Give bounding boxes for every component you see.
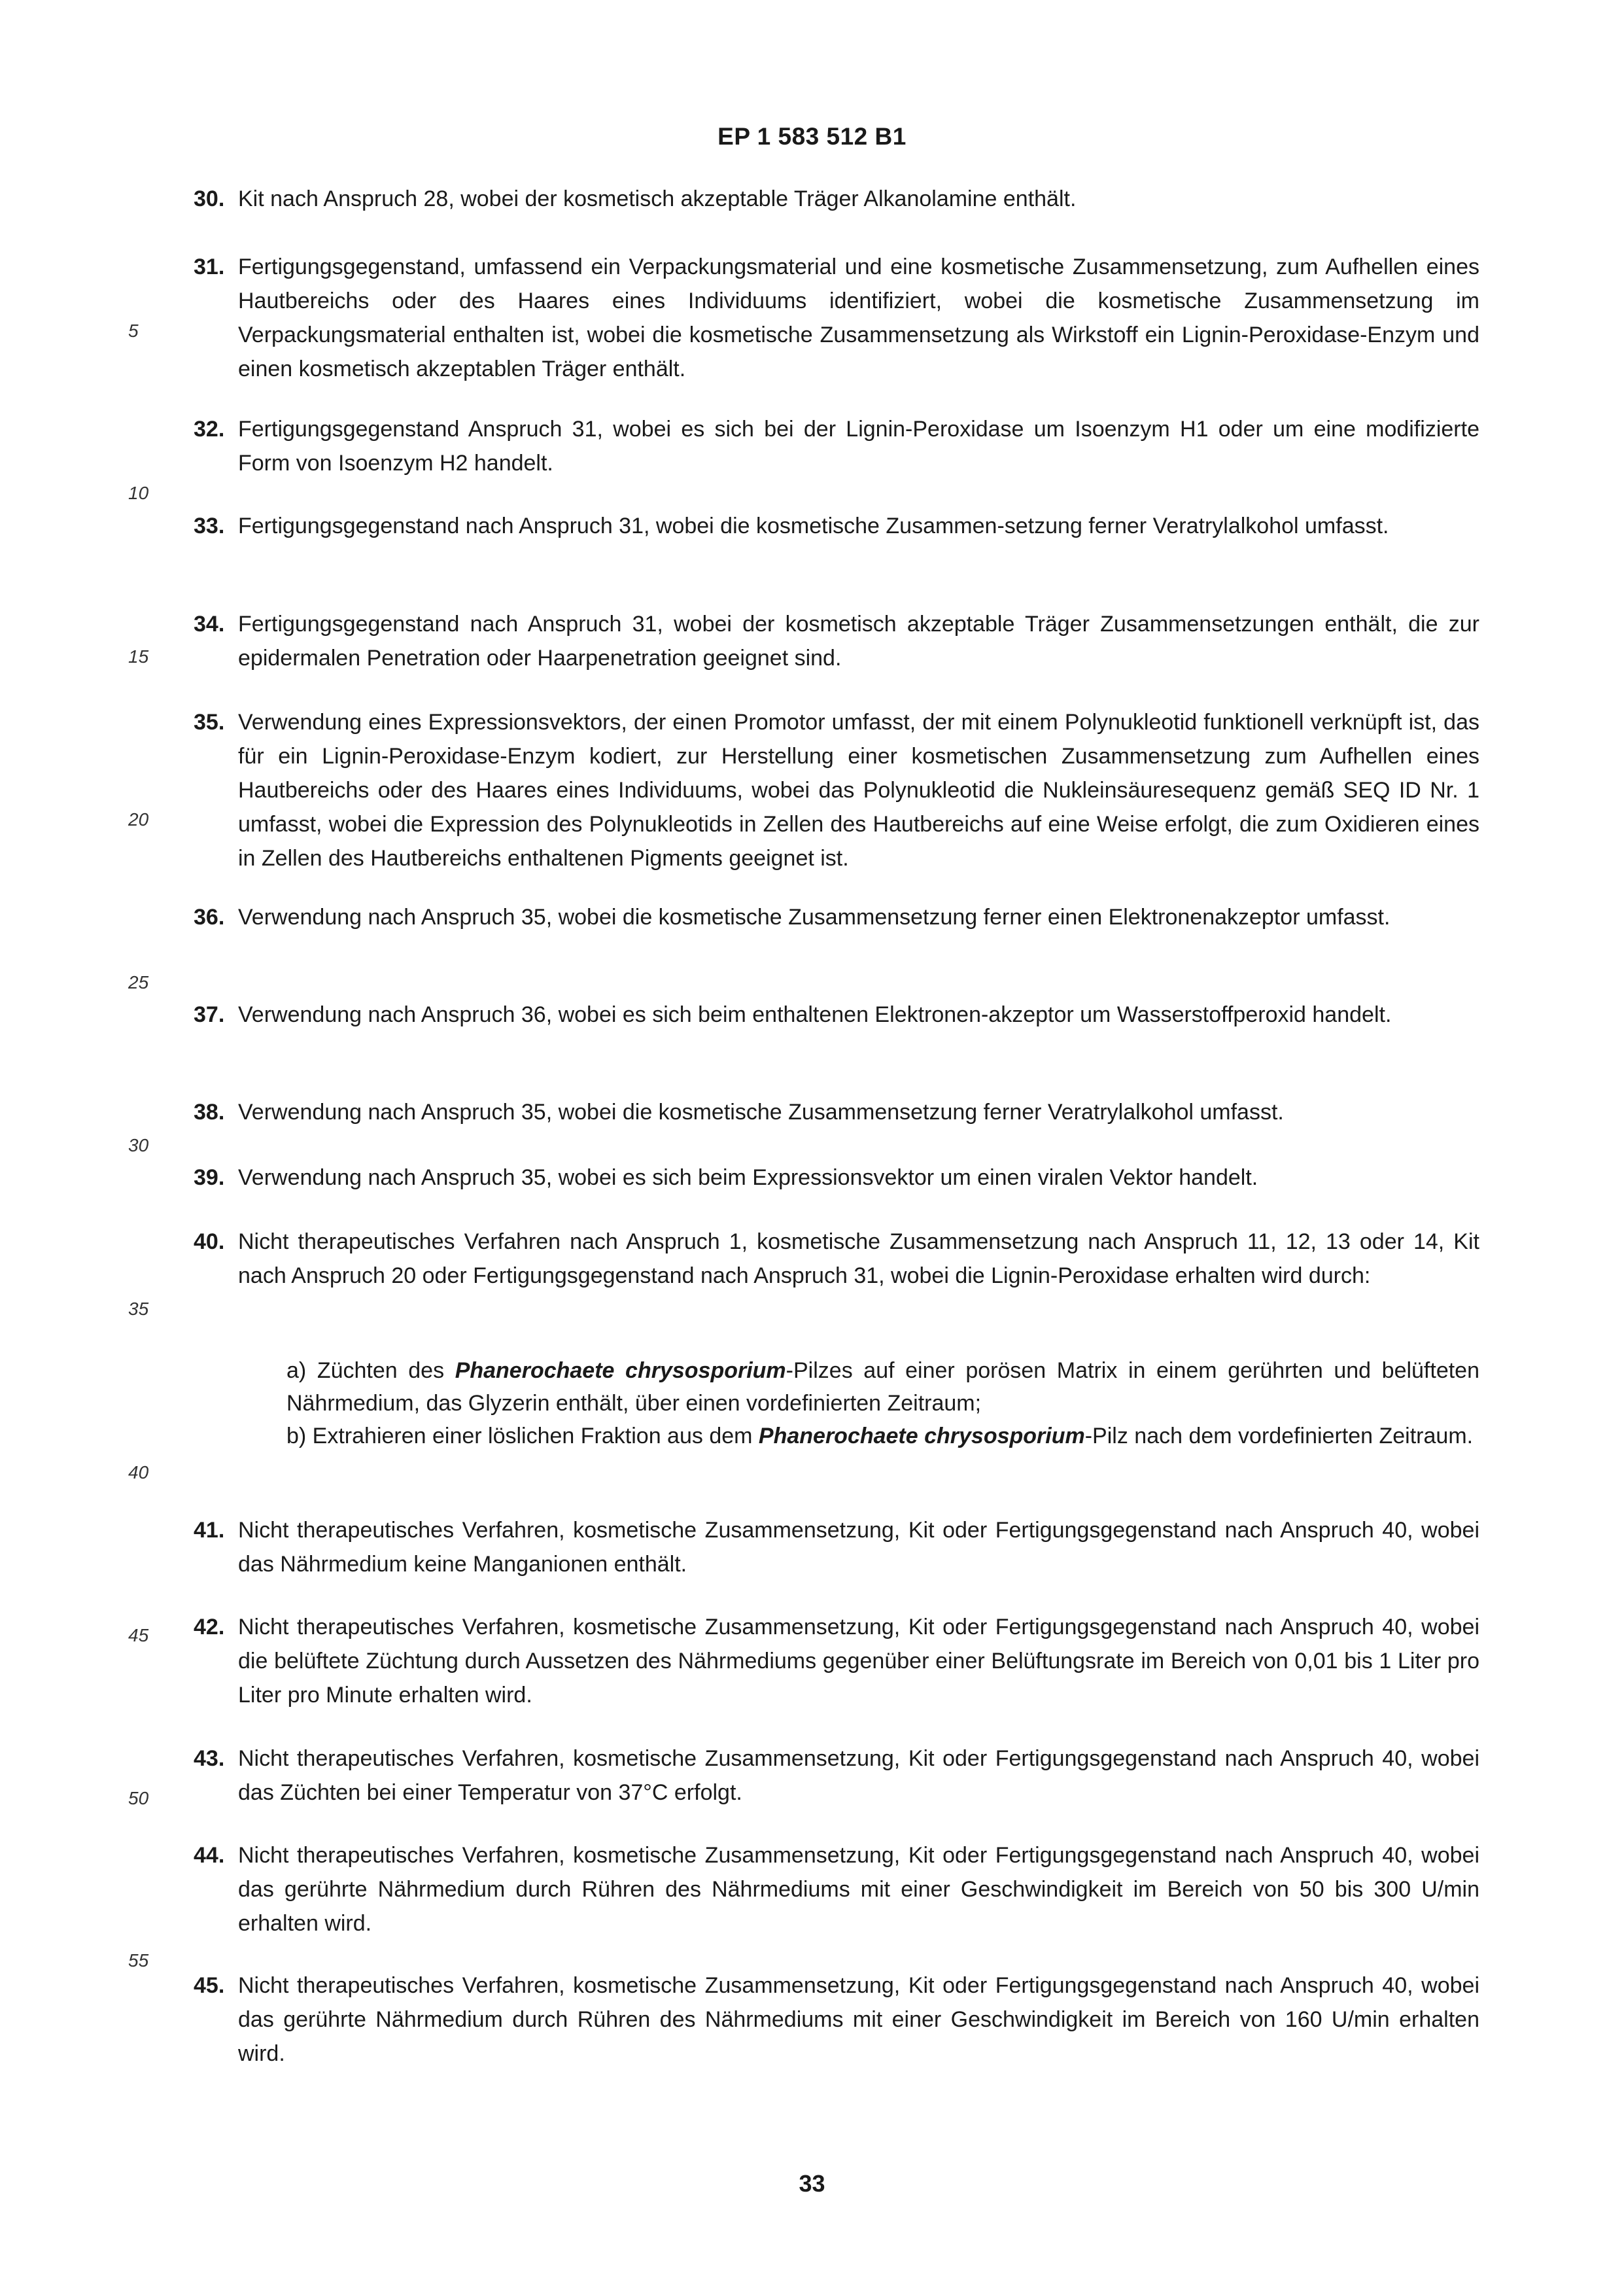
claim-number: 36. [194,905,225,930]
claim-number: 45. [194,1973,225,1998]
claim-number: 38. [194,1100,225,1125]
page-number: 33 [799,2170,825,2197]
claim-number: 42. [194,1615,225,1639]
claim-text: Nicht therapeutisches Verfahren nach Anspruch 1, kosmetische Zusammensetzung nach Anspruch 11, 12, 13 oder 14, Kit nach Anspruch 20 oder Fertigungsgegenstand nach Anspruch 31, wobei die Lignin-Peroxidase erhalten wird durch: [238,1229,1479,1288]
claim-text: Nicht therapeutisches Verfahren, kosmetische Zusammensetzung, Kit oder Fertigungsgegenstand nach Anspruch 40, wobei das gerührte Nährmedium durch Rühren des Nährmediums mit einer Geschwindigkeit im Bereich von 160 U/min erhalten wird. [238,1973,1479,2066]
line-number: 25 [128,972,149,992]
line-number: 40 [128,1462,149,1482]
claim-number: 43. [194,1746,225,1771]
line-number: 55 [128,1950,149,1971]
claim-text: Fertigungsgegenstand, umfassend ein Verpackungsmaterial und eine kosmetische Zusammensetzung, zum Aufhellen eines Hautbereichs oder des Haares eines Individuums identifiziert, wobei die kosmetische Zusammensetzung im Verpackungsmaterial enthalten ist, wobei die kosmetische Zusammensetzung als Wirkstoff ein Lignin-Peroxidase-Enzym und einen kosmetisch akzeptablen Träger enthält. [238,254,1479,381]
claim-text: Verwendung nach Anspruch 36, wobei es sich beim enthaltenen Elektronen-akzeptor um Wasserstoffperoxid handelt. [238,1002,1392,1027]
step-a-prefix: a) Züchten des [286,1358,455,1383]
claim-30 [194,182,1479,216]
line-number: 20 [128,809,149,830]
step-b [286,1420,1479,1452]
claim-40 [194,1225,1479,1293]
claim-number: 39. [194,1165,225,1190]
claim-text: Nicht therapeutisches Verfahren, kosmetische Zusammensetzung, Kit oder Fertigungsgegenstand nach Anspruch 40, wobei das Nährmedium keine Manganionen enthält. [238,1518,1479,1577]
claim-number: 31. [194,254,225,279]
claim-33 [194,509,1479,543]
organism-name: Phanerochaete chrysosporium [758,1424,1085,1448]
claim-37 [194,998,1479,1032]
document-header: EP 1 583 512 B1 [717,123,907,150]
claim-text: Kit nach Anspruch 28, wobei der kosmetisch akzeptable Träger Alkanolamine enthält. [238,186,1077,211]
claim-text: Verwendung eines Expressionsvektors, der einen Promotor umfasst, der mit einem Polynukleotid funktionell verknüpft ist, das für ein Lignin-Peroxidase-Enzym kodiert, zur Herstellung einer kosmetischen Zusammensetzung zum Aufhellen eines Hautbereichs oder des Haares eines Individuums, wobei das Polynukleotid die Nukleinsäuresequenz gemäß SEQ ID Nr. 1 umfasst, wobei die Expression des Polynukleotids in Zellen des Hautbereichs auf eine Weise erfolgt, die zum Oxidieren eines in Zellen des Hautbereichs enthaltenen Pigments geeignet ist. [238,710,1479,871]
claim-number: 33. [194,514,225,538]
claim-45 [194,1969,1479,2071]
organism-name: Phanerochaete chrysosporium [455,1358,786,1383]
line-number: 10 [128,483,149,503]
claim-text: Nicht therapeutisches Verfahren, kosmetische Zusammensetzung, Kit oder Fertigungsgegenstand nach Anspruch 40, wobei das gerührte Nährmedium durch Rühren des Nährmediums mit einer Geschwindigkeit im Bereich von 50 bis 300 U/min erhalten wird. [238,1843,1479,1936]
line-number: 15 [128,646,149,667]
line-number: 35 [128,1299,149,1319]
claim-text: Verwendung nach Anspruch 35, wobei die kosmetische Zusammensetzung ferner Veratrylalkohol umfasst. [238,1100,1284,1125]
claim-40-steps [286,1354,1479,1452]
claim-number: 35. [194,710,225,735]
claim-text: Fertigungsgegenstand Anspruch 31, wobei es sich bei der Lignin-Peroxidase um Isoenzym H1 oder um eine modifizierte Form von Isoenzym H2 handelt. [238,417,1479,476]
claim-number: 32. [194,417,225,442]
line-number: 45 [128,1625,149,1645]
claim-number: 37. [194,1002,225,1027]
claim-text: Verwendung nach Anspruch 35, wobei es sich beim Expressionsvektor um einen viralen Vektor handelt. [238,1165,1258,1190]
step-b-prefix: b) Extrahieren einer löslichen Fraktion aus dem [286,1424,759,1448]
claim-42 [194,1610,1479,1712]
line-number: 5 [128,321,139,341]
claim-number: 40. [194,1229,225,1254]
step-a-suffix: -Pilzes auf einer porösen Matrix in einem gerührten und belüfteten Nährmedium, das Glyzerin enthält, über einen vordefinierten Zeitraum; [286,1358,1480,1416]
claim-text: Nicht therapeutisches Verfahren, kosmetische Zusammensetzung, Kit oder Fertigungsgegenstand nach Anspruch 40, wobei das Züchten bei einer Temperatur von 37°C erfolgt. [238,1746,1479,1805]
line-number: 50 [128,1788,149,1808]
claim-31 [194,250,1479,386]
claim-44 [194,1838,1479,1940]
claim-39 [194,1161,1479,1195]
claim-38 [194,1095,1479,1129]
claim-number: 41. [194,1518,225,1543]
claim-text: Nicht therapeutisches Verfahren, kosmetische Zusammensetzung, Kit oder Fertigungsgegenstand nach Anspruch 40, wobei die belüftete Züchtung durch Aussetzen des Nährmediums gegenüber einer Belüftungsrate im Bereich von 0,01 bis 1 Liter pro Liter pro Minute erhalten wird. [238,1615,1479,1708]
claim-number: 34. [194,612,225,637]
claim-text: Verwendung nach Anspruch 35, wobei die kosmetische Zusammensetzung ferner einen Elektronenakzeptor umfasst. [238,905,1391,930]
step-a [286,1354,1479,1420]
claim-41 [194,1513,1479,1581]
claim-34 [194,607,1479,675]
claim-36 [194,900,1479,934]
claim-number: 30. [194,186,225,211]
line-number: 30 [128,1135,149,1155]
claim-35 [194,705,1479,875]
claim-number: 44. [194,1843,225,1868]
claim-32 [194,412,1479,480]
claim-text: Fertigungsgegenstand nach Anspruch 31, wobei die kosmetische Zusammen-setzung ferner Veratrylalkohol umfasst. [238,514,1389,538]
claim-43 [194,1742,1479,1810]
claim-text: Fertigungsgegenstand nach Anspruch 31, wobei der kosmetisch akzeptable Träger Zusammensetzungen enthält, die zur epidermalen Penetration oder Haarpenetration geeignet sind. [238,612,1479,671]
step-b-suffix: -Pilz nach dem vordefinierten Zeitraum. [1084,1424,1474,1448]
